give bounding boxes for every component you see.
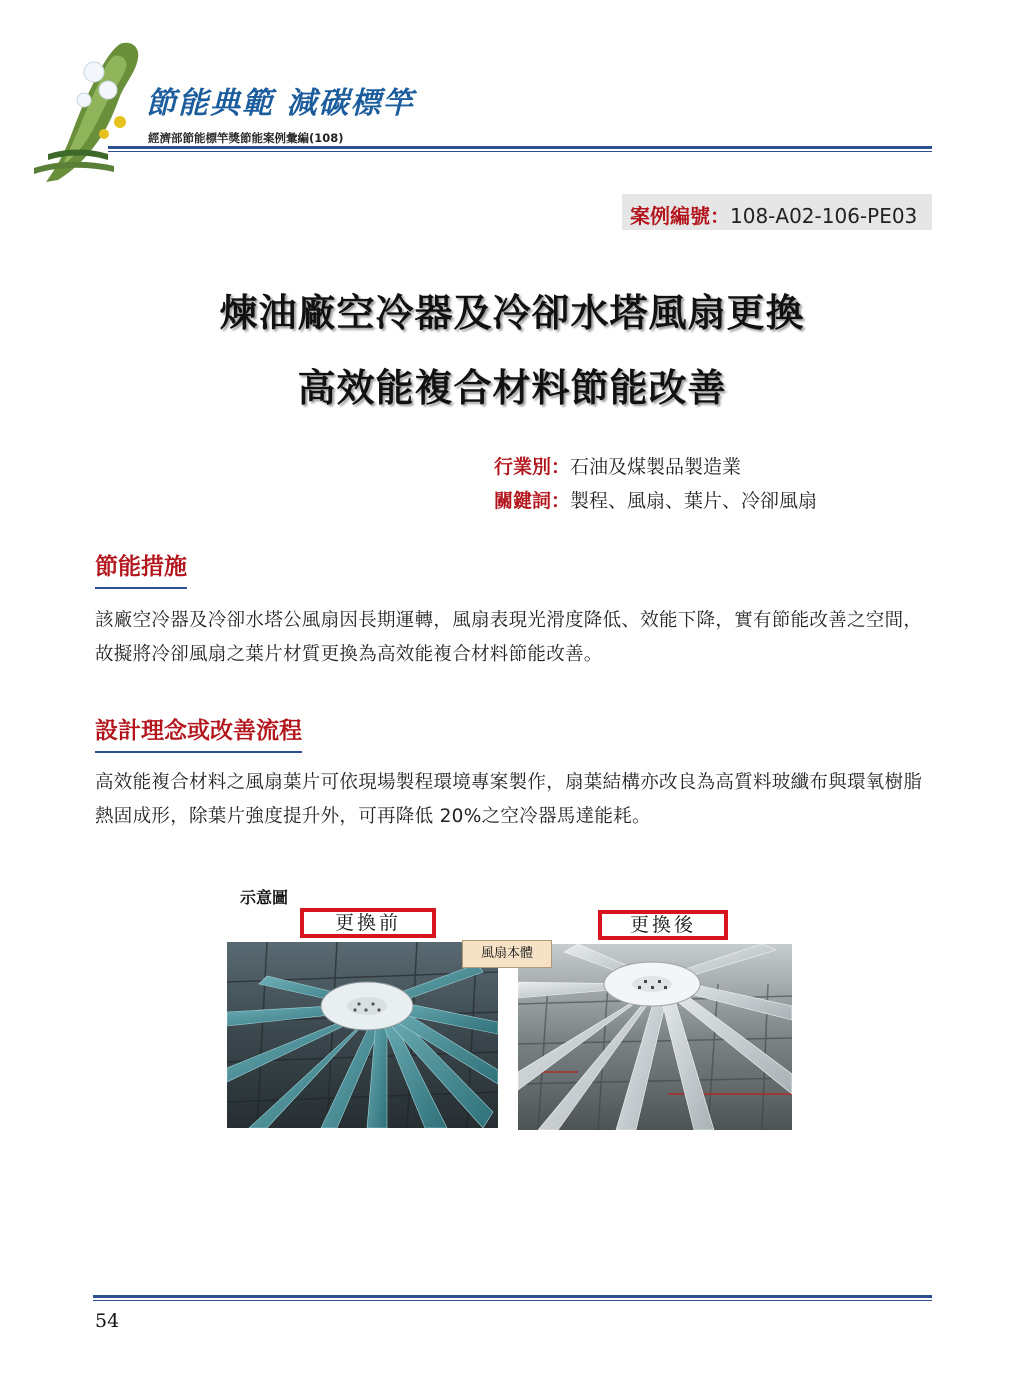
page-number: 54 [95,1310,120,1332]
page-title-line2: 高效能複合材料節能改善 [297,366,727,410]
page-title-line1: 煉油廠空冷器及冷卻水塔風扇更換 [219,291,805,335]
industry-value: 石油及煤製品製造業 [570,456,742,478]
brand-subtitle: 經濟部節能標竿獎節能案例彙編(108) [148,131,344,145]
case-number-box [622,194,932,230]
header-rule [108,146,932,149]
keywords-label: 關鍵詞： [494,490,571,512]
section-body-measures: 該廠空冷器及冷卻水塔公風扇因長期運轉，風扇表現光滑度降低、效能下降，實有節能改善之空間，故擬將冷卻風扇之葉片材質更換為高效能複合材料節能改善。 [95,610,923,665]
figure-label: 示意圖 [240,888,289,907]
before-tag: 更換前 [300,908,436,938]
section-heading-measures: 節能措施 [95,548,187,589]
header-rule-thin [108,151,932,152]
fan-before-photo [227,942,498,1128]
keywords-row [494,486,817,513]
keywords-value: 製程、風扇、葉片、冷卻風扇 [570,490,818,512]
brand-title: 節能典範 減碳標竿 [146,86,415,121]
fan-body-tag: 風扇本體 [462,940,552,968]
fan-after-photo [518,944,792,1130]
section-heading-design: 設計理念或改善流程 [95,712,302,753]
industry-row [494,452,741,479]
after-tag: 更換後 [598,910,728,940]
case-number-label: 案例編號： [630,204,730,228]
section-body-design: 高效能複合材料之風扇葉片可依現場製程環境專案製作，扇葉結構亦改良為高質料玻纖布與環氧樹脂熱固成形，除葉片強度提升外，可再降低 20%之空冷器馬達能耗。 [95,772,923,827]
footer-rule [93,1295,932,1298]
industry-label: 行業別： [494,456,571,478]
case-number-value: 108-A02-106-PE03 [730,204,918,228]
footer-rule-thin [93,1300,932,1301]
